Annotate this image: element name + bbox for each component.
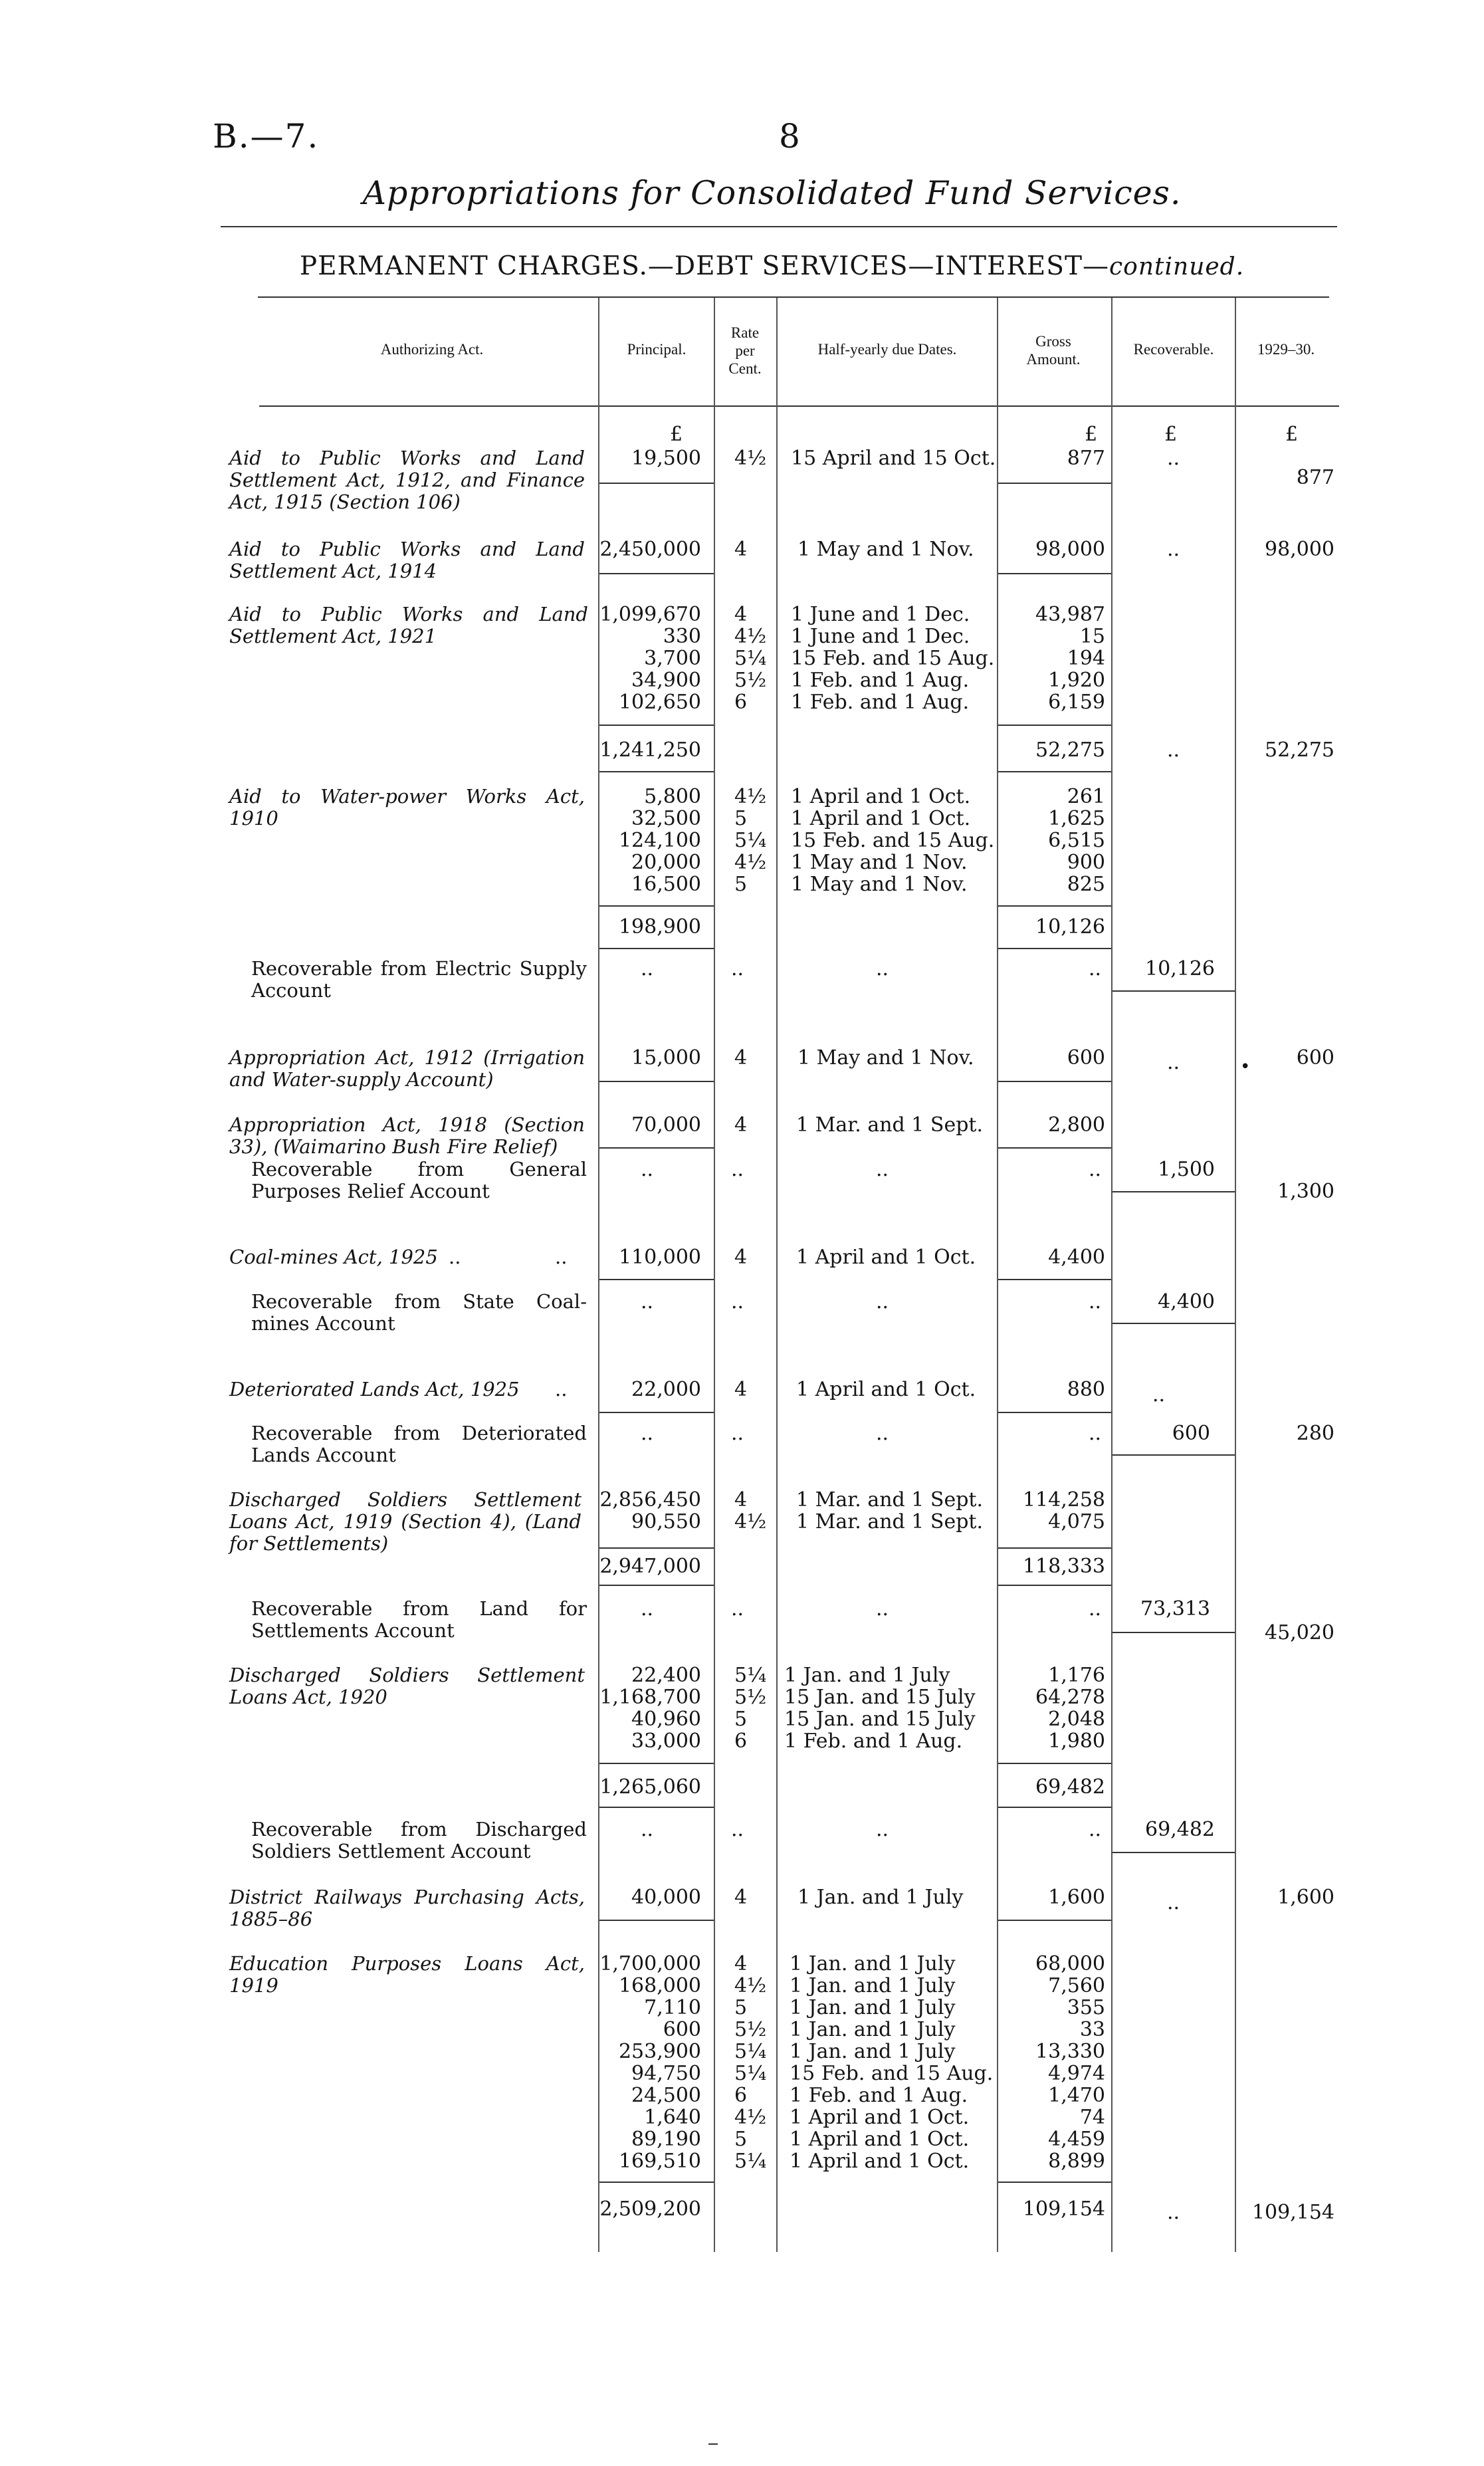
rule-row-10-gross bbox=[998, 1763, 1111, 1764]
rule-row-5-principal bbox=[599, 1081, 714, 1082]
dates-dots-row-10b: .. bbox=[876, 1818, 889, 1841]
dates-dots-row-9b: .. bbox=[876, 1597, 889, 1621]
gross-row-7: 4,400 bbox=[1048, 1246, 1105, 1269]
rate-row-6: 4 bbox=[734, 1113, 748, 1137]
rule-row-6b-recoverable bbox=[1113, 1191, 1235, 1192]
rule-row-8-gross bbox=[998, 1412, 1111, 1413]
rule-row-4-gross-total bbox=[998, 948, 1111, 949]
gross-row-1: 877 bbox=[1067, 447, 1105, 470]
principal-row-3: 1,099,670 330 3,700 34,900 102,650 bbox=[599, 603, 701, 714]
col-header-year: 1929–30. bbox=[1257, 341, 1315, 358]
act-row-12: Education Purposes Loans Act, 1919 bbox=[229, 1952, 585, 1997]
recoverable-label-row-4: Recoverable from Electric Supply Account bbox=[251, 957, 587, 1002]
gross-row-8: 880 bbox=[1067, 1378, 1105, 1401]
pound-recoverable: £ bbox=[1164, 423, 1178, 446]
principal-total-row-10: 1,265,060 bbox=[599, 1775, 701, 1799]
principal-row-7: 110,000 bbox=[618, 1246, 701, 1269]
rule-row-7-gross bbox=[998, 1279, 1111, 1280]
rate-row-9: 4 4½ bbox=[734, 1488, 767, 1533]
principal-row-12: 1,700,000 168,000 7,110 600 253,900 94,750 24,500 1,640 89,190 169,510 bbox=[599, 1952, 701, 2173]
principal-total-row-9: 2,947,000 bbox=[599, 1555, 701, 1578]
principal-dots-row-6b: .. bbox=[641, 1158, 654, 1181]
col-header-act: Authorizing Act. bbox=[380, 341, 484, 358]
col-divider-5 bbox=[1111, 298, 1113, 2252]
col-header-dates: Half-yearly due Dates. bbox=[817, 341, 957, 358]
year-row-1: 877 bbox=[1296, 466, 1334, 489]
year-row-9b: 45,020 bbox=[1265, 1621, 1334, 1644]
col-divider-3 bbox=[776, 298, 778, 2252]
dates-dots-row-4b: .. bbox=[876, 957, 889, 980]
principal-total-row-12: 2,509,200 bbox=[599, 2197, 701, 2221]
act-row-8 bbox=[229, 1379, 585, 1401]
rule-row-6-principal bbox=[599, 1147, 714, 1149]
rule-row-8-principal bbox=[599, 1412, 714, 1413]
year-row-5: 600 bbox=[1296, 1046, 1334, 1069]
rate-row-1: 4½ bbox=[734, 447, 767, 470]
rule-row-11-gross bbox=[998, 1920, 1111, 1921]
recoverable-row-1: .. bbox=[1167, 447, 1180, 470]
col-divider-2 bbox=[714, 298, 715, 2252]
dates-row-4: 1 April and 1 Oct. 1 April and 1 Oct. 15 Feb. and 15 Aug. 1 May and 1 Nov. 1 May and 1 Nov. bbox=[791, 785, 995, 896]
year-row-6b: 1,300 bbox=[1277, 1180, 1334, 1203]
year-row-11: 1,600 bbox=[1277, 1886, 1334, 1909]
principal-row-11: 40,000 bbox=[631, 1886, 701, 1909]
gross-row-5: 600 bbox=[1067, 1046, 1105, 1069]
rule-row-7-principal bbox=[599, 1279, 714, 1280]
recoverable-label-row-6: Recoverable from General Purposes Relief Account bbox=[251, 1158, 587, 1202]
rule-row-5-gross bbox=[998, 1081, 1111, 1082]
dates-row-5: 1 May and 1 Nov. bbox=[797, 1046, 974, 1069]
recoverable-label-row-9: Recoverable from Land for Settlements Account bbox=[251, 1597, 587, 1642]
col-header-gross: Gross Amount. bbox=[1026, 333, 1081, 368]
rate-row-2: 4 bbox=[734, 538, 748, 561]
rate-dots-row-6b: .. bbox=[731, 1158, 744, 1181]
dates-row-1: 15 April and 15 Oct. bbox=[791, 447, 996, 470]
recoverable-row-9b: 73,313 bbox=[1140, 1597, 1210, 1621]
dates-row-12: 1 Jan. and 1 July 1 Jan. and 1 July 1 Jan. and 1 July 1 Jan. and 1 July 1 Jan. and 1 July 15 Feb. and 15 Aug. 1 Feb. and 1 Aug. 1 April and 1 Oct. 1 April and 1 Oct. 1 April and 1 Oct. bbox=[790, 1952, 994, 2173]
rule-row-10-principal-total bbox=[599, 1807, 714, 1808]
gross-dots-row-10b: .. bbox=[1089, 1818, 1102, 1841]
dates-dots-row-7b: .. bbox=[876, 1290, 889, 1313]
act-row-5: Appropriation Act, 1912 (Irrigation and Water-supply Account) bbox=[229, 1046, 585, 1091]
gross-total-row-4: 10,126 bbox=[1035, 915, 1105, 939]
col-divider-6 bbox=[1235, 298, 1236, 2252]
act-row-2: Aid to Public Works and Land Settlement Act, 1914 bbox=[229, 538, 585, 582]
principal-dots-row-8b: .. bbox=[641, 1422, 654, 1445]
gross-row-11: 1,600 bbox=[1048, 1886, 1105, 1909]
gross-row-2: 98,000 bbox=[1035, 538, 1105, 561]
recoverable-row-10b: 69,482 bbox=[1145, 1818, 1215, 1841]
dates-row-7: 1 April and 1 Oct. bbox=[796, 1246, 976, 1269]
rate-row-5: 4 bbox=[734, 1046, 748, 1069]
dates-row-3: 1 June and 1 Dec. 1 June and 1 Dec. 15 Feb. and 15 Aug. 1 Feb. and 1 Aug. 1 Feb. and 1 Aug. bbox=[791, 603, 995, 714]
rule-row-9b-recoverable bbox=[1113, 1632, 1235, 1633]
recoverable-row-8: .. bbox=[1152, 1383, 1166, 1406]
margin-dot: • bbox=[1240, 1057, 1251, 1077]
col-header-recoverable: Recoverable. bbox=[1133, 341, 1214, 358]
rate-row-7: 4 bbox=[734, 1246, 748, 1269]
recoverable-row-5: .. bbox=[1167, 1051, 1180, 1074]
rule-row-2-principal bbox=[599, 573, 714, 574]
rule-row-2-gross bbox=[998, 573, 1111, 574]
gross-total-row-12: 109,154 bbox=[1022, 2197, 1105, 2221]
pound-year: £ bbox=[1285, 423, 1299, 446]
recoverable-row-2: .. bbox=[1167, 538, 1180, 561]
principal-row-10: 22,400 1,168,700 40,960 33,000 bbox=[599, 1664, 701, 1753]
gross-dots-row-8b: .. bbox=[1089, 1422, 1102, 1445]
principal-row-6: 70,000 bbox=[631, 1113, 701, 1137]
dates-row-6: 1 Mar. and 1 Sept. bbox=[796, 1113, 984, 1137]
principal-total-row-3: 1,241,250 bbox=[599, 738, 701, 762]
rate-dots-row-8b: .. bbox=[731, 1422, 744, 1445]
page-number: 8 bbox=[779, 117, 800, 156]
recoverable-row-6b: 1,500 bbox=[1158, 1158, 1215, 1181]
principal-dots-row-4b: .. bbox=[641, 957, 654, 980]
act-row-8-text: Deteriorated Lands Act, 1925 bbox=[229, 1378, 520, 1401]
rule-row-9-gross-total bbox=[998, 1585, 1111, 1586]
year-row-2: 98,000 bbox=[1265, 538, 1334, 561]
act-row-6: Appropriation Act, 1918 (Section 33), (Waimarino Bush Fire Relief) bbox=[229, 1113, 585, 1158]
recoverable-row-8b: 600 bbox=[1172, 1422, 1210, 1445]
rule-row-10-principal bbox=[599, 1763, 714, 1764]
act-row-3: Aid to Public Works and Land Settlement Act, 1921 bbox=[229, 603, 588, 647]
rule-row-10b-recoverable bbox=[1113, 1852, 1235, 1853]
rule-row-9-principal bbox=[599, 1547, 714, 1549]
principal-row-1: 19,500 bbox=[631, 447, 701, 470]
act-row-10: Discharged Soldiers Settlement Loans Act, 1920 bbox=[229, 1664, 585, 1708]
rate-row-3: 4 4½ 5¼ 5½ 6 bbox=[734, 603, 767, 714]
dates-row-8: 1 April and 1 Oct. bbox=[796, 1378, 976, 1401]
rule-row-8b-recoverable bbox=[1113, 1454, 1235, 1456]
rate-row-12: 4 4½ 5 5½ 5¼ 5¼ 6 4½ 5 5¼ bbox=[734, 1952, 767, 2173]
rule-row-7b-recoverable bbox=[1113, 1323, 1235, 1324]
gross-dots-row-4b: .. bbox=[1089, 957, 1102, 980]
rule-row-4-principal bbox=[599, 905, 714, 907]
act-row-1: Aid to Public Works and Land Settlement Act, 1912, and Finance Act, 1915 (Section 106) bbox=[229, 447, 585, 513]
year-row-8b: 280 bbox=[1296, 1422, 1334, 1445]
rule-row-12-gross bbox=[998, 2182, 1111, 2183]
rule-row-9-gross bbox=[998, 1547, 1111, 1549]
subtitle-main: PERMANENT CHARGES.—DEBT SERVICES—INTEREST— bbox=[299, 251, 1109, 281]
leader-dots-row-8: .. bbox=[555, 1378, 568, 1401]
pound-principal: £ bbox=[670, 423, 683, 446]
dates-dots-row-8b: .. bbox=[876, 1422, 889, 1445]
gross-total-row-9: 118,333 bbox=[1022, 1555, 1105, 1578]
act-row-11: District Railways Purchasing Acts, 1885–86 bbox=[229, 1886, 585, 1930]
gross-row-4: 261 1,625 6,515 900 825 bbox=[1048, 785, 1105, 896]
rate-dots-row-7b: .. bbox=[731, 1290, 744, 1313]
rule-row-10-gross-total bbox=[998, 1807, 1111, 1808]
footer-mark bbox=[708, 2443, 718, 2445]
year-row-3: 52,275 bbox=[1265, 738, 1334, 762]
principal-dots-row-10b: .. bbox=[641, 1818, 654, 1841]
rule-row-4-gross bbox=[998, 905, 1111, 907]
rule-row-4-principal-total bbox=[599, 948, 714, 949]
rate-row-4: 4½ 5 5¼ 4½ 5 bbox=[734, 785, 767, 896]
dates-row-10: 1 Jan. and 1 July 15 Jan. and 15 July 15 Jan. and 15 July 1 Feb. and 1 Aug. bbox=[784, 1664, 976, 1753]
gross-row-9: 114,258 4,075 bbox=[1022, 1488, 1105, 1533]
rate-row-10: 5¼ 5½ 5 6 bbox=[734, 1664, 767, 1753]
principal-dots-row-9b: .. bbox=[641, 1597, 654, 1621]
gross-dots-row-6b: .. bbox=[1089, 1158, 1102, 1181]
col-header-principal: Principal. bbox=[627, 341, 687, 358]
dates-dots-row-6b: .. bbox=[876, 1158, 889, 1181]
gross-total-row-3: 52,275 bbox=[1035, 738, 1105, 762]
col-divider-4 bbox=[997, 298, 998, 2252]
gross-total-row-10: 69,482 bbox=[1035, 1775, 1105, 1799]
act-row-4: Aid to Water-power Works Act, 1910 bbox=[229, 785, 585, 830]
document-code: B.—7. bbox=[213, 117, 320, 156]
gross-row-10: 1,176 64,278 2,048 1,980 bbox=[1035, 1664, 1105, 1753]
act-row-7 bbox=[229, 1246, 585, 1268]
recoverable-row-7b: 4,400 bbox=[1158, 1290, 1215, 1313]
dates-row-9: 1 Mar. and 1 Sept. 1 Mar. and 1 Sept. bbox=[796, 1488, 984, 1533]
rule-row-6-gross bbox=[998, 1147, 1111, 1149]
page-title: Appropriations for Consolidated Fund Services. bbox=[362, 174, 1182, 212]
recoverable-label-row-10: Recoverable from Discharged Soldiers Settlement Account bbox=[251, 1818, 587, 1862]
table-header-rule bbox=[259, 405, 1339, 407]
rule-row-3-principal-total bbox=[599, 771, 714, 772]
principal-total-row-4: 198,900 bbox=[618, 915, 701, 939]
dates-row-11: 1 Jan. and 1 July bbox=[797, 1886, 964, 1909]
leader-dots-row-7: .. bbox=[449, 1246, 461, 1268]
pound-gross: £ bbox=[1085, 423, 1098, 446]
gross-row-12: 68,000 7,560 355 33 13,330 4,974 1,470 74 4,459 8,899 bbox=[1035, 1952, 1105, 2173]
rate-dots-row-9b: .. bbox=[731, 1597, 744, 1621]
rule-row-3-gross bbox=[998, 725, 1111, 726]
act-row-9: Discharged Soldiers Settlement Loans Act, 1919 (Section 4), (Land for Settlements) bbox=[229, 1488, 582, 1555]
rate-dots-row-4b: .. bbox=[731, 957, 744, 980]
rule-row-4b-recoverable bbox=[1113, 990, 1235, 992]
recoverable-label-row-8: Recoverable from Deteriorated Lands Account bbox=[251, 1422, 587, 1466]
rule-row-12-principal bbox=[599, 2182, 714, 2183]
section-subtitle bbox=[0, 251, 1484, 281]
principal-row-8: 22,000 bbox=[631, 1378, 701, 1401]
rate-dots-row-10b: .. bbox=[731, 1818, 744, 1841]
principal-row-5: 15,000 bbox=[631, 1046, 701, 1069]
rate-row-11: 4 bbox=[734, 1886, 748, 1909]
principal-row-2: 2,450,000 bbox=[599, 538, 701, 561]
rule-row-3-principal bbox=[599, 725, 714, 726]
rule-row-3-gross-total bbox=[998, 771, 1111, 772]
act-row-7-text: Coal-mines Act, 1925 bbox=[229, 1246, 438, 1268]
recoverable-row-11: .. bbox=[1167, 1891, 1180, 1914]
rule-row-1-gross bbox=[998, 483, 1111, 484]
principal-row-4: 5,800 32,500 124,100 20,000 16,500 bbox=[618, 785, 701, 896]
recoverable-row-4b: 10,126 bbox=[1145, 957, 1215, 980]
leader-dots-row-7b: .. bbox=[555, 1246, 568, 1268]
col-header-rate: Rate per Cent. bbox=[728, 324, 762, 377]
gross-row-3: 43,987 15 194 1,920 6,159 bbox=[1035, 603, 1105, 714]
rate-row-8: 4 bbox=[734, 1378, 748, 1401]
rule-row-9-principal-total bbox=[599, 1585, 714, 1586]
principal-row-9: 2,856,450 90,550 bbox=[599, 1488, 701, 1533]
gross-row-6: 2,800 bbox=[1048, 1113, 1105, 1137]
recoverable-row-12: .. bbox=[1167, 2201, 1180, 2224]
principal-dots-row-7b: .. bbox=[641, 1290, 654, 1313]
year-row-12: 109,154 bbox=[1251, 2201, 1334, 2224]
table-top-rule bbox=[258, 296, 1329, 298]
subtitle-continued: continued. bbox=[1109, 253, 1245, 280]
rule-row-1-principal bbox=[599, 483, 714, 484]
dates-row-2: 1 May and 1 Nov. bbox=[797, 538, 974, 561]
gross-dots-row-9b: .. bbox=[1089, 1597, 1102, 1621]
title-rule bbox=[221, 226, 1337, 227]
recoverable-label-row-7: Recoverable from State Coal-mines Account bbox=[251, 1290, 587, 1335]
recoverable-row-3: .. bbox=[1167, 738, 1180, 762]
rule-row-11-principal bbox=[599, 1920, 714, 1921]
gross-dots-row-7b: .. bbox=[1089, 1290, 1102, 1313]
